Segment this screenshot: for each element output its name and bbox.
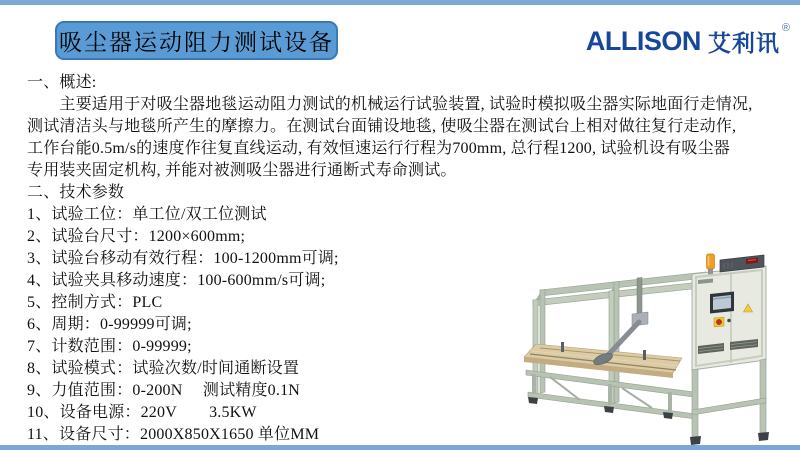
brand-logo: [586, 24, 790, 58]
page-title: 吸尘器运动阻力测试设备: [55, 21, 338, 60]
overview-line: 测试清洁头与地毯所产生的摩擦力。在测试台面铺设地毯, 使吸尘器在测试台上相对做往复行走动作,: [27, 118, 737, 135]
spec-item: 6、周期：0-99999可调;: [27, 316, 192, 333]
spec-item: 5、控制方式：PLC: [27, 294, 163, 311]
registered-trademark-icon: ®: [781, 22, 790, 34]
emergency-stop-button: [716, 319, 721, 324]
overview-line: 专用装夹固定机构, 并能对被测吸尘器进行通断式寿命测试。: [27, 162, 457, 179]
overview-line: 主要适用于对吸尘器地毯运动阻力测试的机械运行试验装置, 试验时模拟吸尘器实际地面行走情况,: [27, 96, 753, 113]
machine-photo: [510, 242, 800, 448]
control-cabinet: [690, 266, 769, 445]
spec-item: 1、试验工位：单工位/双工位测试: [27, 206, 267, 223]
overview-heading: 一、概述:: [27, 74, 97, 91]
spec-item: 7、计数范围：0-99999;: [27, 338, 192, 355]
spec-item: 11、设备尺寸：2000X850X1650 单位MM: [27, 426, 320, 443]
brand-logo-text: ALLISON: [585, 25, 701, 56]
brand-logo-cn-text: 艾利讯: [707, 29, 780, 56]
spec-item: 10、设备电源：220V 3.5KW: [27, 404, 257, 421]
spec-item: 8、试验模式：试验次数/时间通断设置: [27, 360, 300, 377]
spec-item: 2、试验台尺寸：1200×600mm;: [27, 228, 246, 245]
spec-item: 4、试验夹具移动速度：100-600mm/s可调;: [27, 272, 326, 289]
bottom-accent-bar: [0, 445, 800, 450]
spec-item: 3、试验台移动有效行程：100-1200mm可调;: [27, 250, 339, 267]
specs-heading: 二、技术参数: [27, 184, 125, 201]
overview-line: 工作台能0.5m/s的速度作往复直线运动, 有效恒速运行行程为700mm, 总行程1200, 试验机设有吸尘器: [27, 140, 731, 157]
top-accent-bar: [0, 0, 800, 5]
spec-item: 9、力值范围：0-200N 测试精度0.1N: [27, 382, 301, 399]
